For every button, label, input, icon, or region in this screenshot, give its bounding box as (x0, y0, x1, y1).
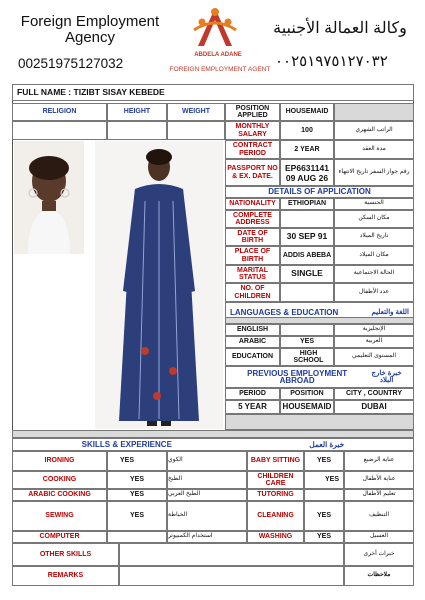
skill-washing-value: YES (304, 531, 344, 543)
passport-value (280, 159, 334, 186)
skill-sewing-ar: الخياطة (167, 501, 247, 531)
height-value (107, 121, 167, 140)
skill-sewing-label: SEWING (12, 501, 107, 531)
skill-washing-label: WASHING (247, 531, 304, 543)
pob-label-ar: مكان الميلاد (334, 246, 414, 265)
other-skills-ar: خبرات أخرى (344, 543, 414, 566)
brand-name: ABDELA ADANE (194, 52, 242, 58)
education-label: EDUCATION (225, 348, 280, 366)
salary-label-ar: الراتب الشهري (334, 121, 414, 140)
skills-heading (12, 438, 414, 451)
phone-ar: ٠٠٢٥١٩٧٥١٢٧٠٣٢ (275, 53, 388, 70)
address-value (280, 210, 334, 228)
salary-label: MONTHLY SALARY (225, 121, 280, 140)
skill-cleaning-label: CLEANING (247, 501, 304, 531)
passport-expiry: 09 AUG 26 (285, 172, 329, 183)
remarks-ar: ملاحظات (344, 566, 414, 586)
skill-ironing-value: YES (107, 451, 167, 471)
arabic-value: YES (280, 336, 334, 348)
position-spacer (334, 103, 414, 121)
nationality-label: NATIONALITY (225, 198, 280, 210)
remarks-label: REMARKS (12, 566, 119, 586)
period-value: 5 YEAR (225, 400, 280, 414)
contract-value: 2 YEAR (280, 140, 334, 159)
skill-cooking-ar: الطبخ (167, 471, 247, 489)
contract-label: CONTRACT PERIOD (225, 140, 280, 159)
languages-title-ar: اللغة والتعليم (371, 309, 409, 317)
marital-value: SINGLE (280, 265, 334, 283)
passport-label: PASSPORT NO & EX. DATE. (225, 159, 280, 186)
arabic-label: ARABIC (225, 336, 280, 348)
skill-ironing-ar: الكوي (167, 451, 247, 471)
skill-arabic-cooking-ar: الطبخ العربي (167, 489, 247, 501)
skill-computer-value (107, 531, 167, 543)
brand-subtitle: FOREIGN EMPLOYMENT AGENT (169, 66, 271, 73)
full-name-label: FULL NAME : (17, 86, 72, 97)
english-label: ENGLISH (225, 324, 280, 336)
portrait-photo (14, 141, 84, 254)
skills-title-ar: خبرة العمل (309, 439, 345, 449)
english-value (280, 324, 334, 336)
city-header: CITY , COUNTRY (334, 388, 414, 400)
full-body-photo (95, 141, 223, 429)
agency-name-en: Foreign Employment Agency (20, 13, 160, 46)
contract-label-ar: مدة العقد (334, 140, 414, 159)
marital-label-ar: الحالة الاجتماعية (334, 265, 414, 283)
weight-value (167, 121, 225, 140)
english-label-ar: الإنجليزية (334, 324, 414, 336)
details-heading: DETAILS OF APPLICATION (225, 186, 414, 198)
religion-header: RELIGION (12, 103, 107, 121)
agency-name-ar: وكالة العمالة الأجنبية (273, 20, 407, 37)
skill-ironing-label: IRONING (12, 451, 107, 471)
skill-children-care-label: CHILDREN CARE (247, 471, 304, 489)
previous-position-value: HOUSEMAID (280, 400, 334, 414)
languages-divider (225, 317, 414, 324)
height-header: HEIGHT (107, 103, 167, 121)
skill-sewing-value: YES (107, 501, 167, 531)
address-label-ar: مكان السكن (334, 210, 414, 228)
address-label: COMPLETE ADDRESS (225, 210, 280, 228)
education-label-ar: المستوى التعليمي (334, 348, 414, 366)
skill-computer-ar: استخدام الكمبيوتر (167, 531, 247, 543)
city-value: DUBAI (334, 400, 414, 414)
skill-tutoring-value (304, 489, 344, 501)
phone-en: 00251975127032 (18, 56, 124, 71)
dob-value: 30 SEP 91 (280, 228, 334, 246)
pob-label: PLACE OF BIRTH (225, 246, 280, 265)
full-name-row (12, 84, 414, 101)
nationality-value: ETHIOPIAN (280, 198, 334, 210)
skills-divider (12, 430, 414, 438)
skill-arabic-cooking-label: ARABIC COOKING (12, 489, 107, 501)
skill-baby-sitting-ar: عناية الرضيع (344, 451, 414, 471)
position-value: HOUSEMAID (280, 103, 334, 121)
salary-value: 100 (280, 121, 334, 140)
pob-value: ADDIS ABEBA (280, 246, 334, 265)
arabic-label-ar: العربية (334, 336, 414, 348)
religion-value (12, 121, 107, 140)
full-name-value: TIZIBT SISAY KEBEDE (73, 86, 165, 97)
period-header: PERIOD (225, 388, 280, 400)
dob-label: DATE OF BIRTH (225, 228, 280, 246)
position-header: POSITION APPLIED (225, 103, 280, 121)
nationality-label-ar: الجنسية (334, 198, 414, 210)
skill-tutoring-label: TUTORING (247, 489, 304, 501)
passport-number: EP6631141 (285, 162, 329, 173)
other-skills-label: OTHER SKILLS (12, 543, 119, 566)
education-value: HIGH SCHOOL (280, 348, 334, 366)
skill-baby-sitting-label: BABY SITTING (247, 451, 304, 471)
passport-label-ar: رقم جواز السفر تاريخ الانتهاء (334, 159, 414, 186)
previous-employment-title-ar: خبرة خارج البلاد (371, 369, 402, 384)
skill-tutoring-ar: تعليم الأطفال (344, 489, 414, 501)
children-label-ar: عدد الأطفال (334, 283, 414, 302)
dob-label-ar: تاريخ الميلاد (334, 228, 414, 246)
skill-cooking-label: COOKING (12, 471, 107, 489)
skill-washing-ar: الغسيل (344, 531, 414, 543)
other-skills-value (119, 543, 344, 566)
skill-cooking-value: YES (107, 471, 167, 489)
skill-cleaning-ar: التنظيف (344, 501, 414, 531)
weight-header: WEIGHT (167, 103, 225, 121)
children-label: NO. OF CHILDREN (225, 283, 280, 302)
remarks-value (119, 566, 344, 586)
agency-logo (190, 4, 240, 52)
skills-title: SKILLS & EXPERIENCE (81, 439, 172, 449)
skill-children-care-ar: عناية الأطفال (344, 471, 414, 489)
languages-title: LANGUAGES & EDUCATION (230, 308, 339, 318)
previous-employment-title: PREVIOUS EMPLOYMENT ABROAD (247, 368, 348, 385)
previous-employment-blank (225, 414, 414, 430)
previous-employment-heading (225, 366, 414, 388)
position-col-header: POSITION (280, 388, 334, 400)
marital-label: MARITAL STATUS (225, 265, 280, 283)
skill-computer-label: COMPUTER (12, 531, 107, 543)
children-value (280, 283, 334, 302)
skill-arabic-cooking-value: YES (107, 489, 167, 501)
skill-children-care-value: YES (304, 471, 344, 489)
skill-cleaning-value: YES (304, 501, 344, 531)
skill-baby-sitting-value: YES (304, 451, 344, 471)
